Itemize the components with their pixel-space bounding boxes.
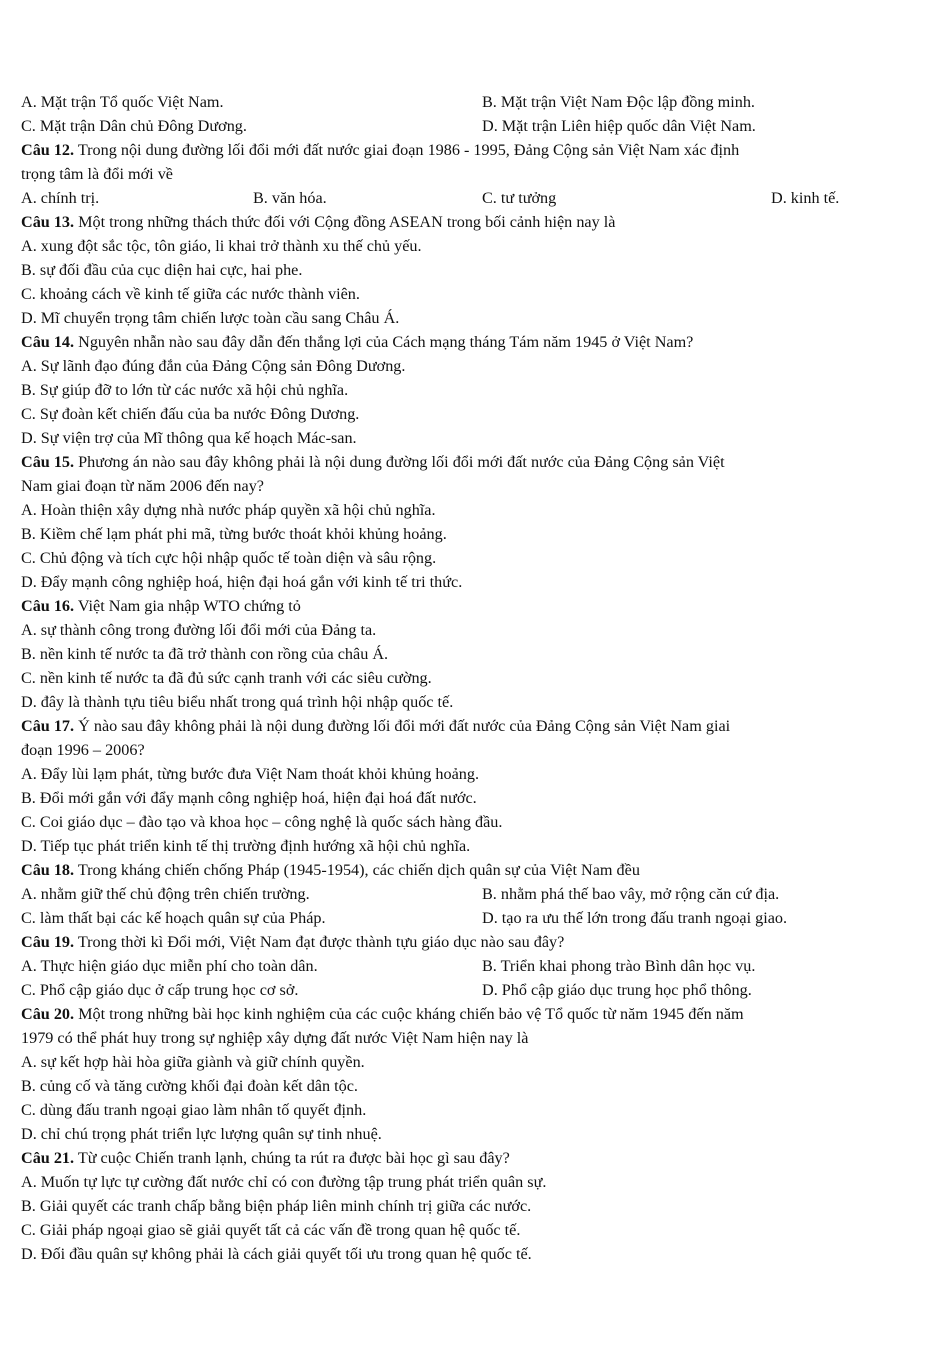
q16-option-b: B. nền kinh tế nước ta đã trở thành con rồng của châu Á. <box>21 645 389 663</box>
q12-number: Câu 12. <box>21 141 75 159</box>
q15-option-c: C. Chủ động và tích cực hội nhập quốc tế toàn diện và sâu rộng. <box>21 549 437 567</box>
q21-option-c: C. Giải pháp ngoại giao sẽ giải quyết tất cả các vấn đề trong quan hệ quốc tế. <box>21 1221 521 1239</box>
q16-option-a: A. sự thành công trong đường lối đổi mới của Đảng ta. <box>21 621 377 639</box>
q18-stem-text: Trong kháng chiến chống Pháp (1945-1954), các chiến dịch quân sự của Việt Nam đều <box>74 861 640 879</box>
q12-option-a: A. chính trị. <box>21 189 100 207</box>
q12-stem-text-2: trọng tâm là đổi mới về <box>21 165 173 183</box>
q11-options-row-1 <box>21 90 881 114</box>
q20-option-a: A. sự kết hợp hài hòa giữa giành và giữ chính quyền. <box>21 1053 365 1071</box>
q18-options-row-2 <box>21 906 881 930</box>
q18-option-c: C. làm thất bại các kế hoạch quân sự của Pháp. <box>21 909 326 927</box>
q11-option-a: A. Mặt trận Tổ quốc Việt Nam. <box>21 93 224 111</box>
q20-stem <box>21 1002 881 1026</box>
q11-option-d: D. Mặt trận Liên hiệp quốc dân Việt Nam. <box>482 117 756 135</box>
q21-option-a: A. Muốn tự lực tự cường đất nước chỉ có con đường tập trung phát triển quân sự. <box>21 1173 547 1191</box>
q19-stem <box>21 930 881 954</box>
q16-option-d: D. đây là thành tựu tiêu biểu nhất trong quá trình hội nhập quốc tế. <box>21 693 454 711</box>
q20-stem-text-1: Một trong những bài học kinh nghiệm của các cuộc kháng chiến bảo vệ Tổ quốc từ năm 1945 đến năm <box>74 1005 744 1023</box>
q15-stem-text-2: Nam giai đoạn từ năm 2006 đến nay? <box>21 477 264 495</box>
q17-number: Câu 17. <box>21 717 75 735</box>
q17-option-b: B. Đổi mới gắn với đẩy mạnh công nghiệp hoá, hiện đại hoá đất nước. <box>21 789 477 807</box>
exam-page <box>21 90 881 1266</box>
q19-option-a: A. Thực hiện giáo dục miễn phí cho toàn dân. <box>21 957 318 975</box>
q11-options-row-2 <box>21 114 881 138</box>
q20-number: Câu 20. <box>21 1005 75 1023</box>
q20-option-b: B. củng cố và tăng cường khối đại đoàn kết dân tộc. <box>21 1077 358 1095</box>
q16-option-c: C. nền kinh tế nước ta đã đủ sức cạnh tranh với các siêu cường. <box>21 669 432 687</box>
q12-option-c: C. tư tưởng <box>482 189 557 207</box>
q21-option-d: D. Đối đầu quân sự không phải là cách giải quyết tối ưu trong quan hệ quốc tế. <box>21 1245 532 1263</box>
q18-options-row-1 <box>21 882 881 906</box>
q15-option-d: D. Đẩy mạnh công nghiệp hoá, hiện đại hoá gắn với kinh tế tri thức. <box>21 573 463 591</box>
q11-option-b: B. Mặt trận Việt Nam Độc lập đồng minh. <box>482 93 755 111</box>
q19-number: Câu 19. <box>21 933 75 951</box>
q17-option-d: D. Tiếp tục phát triển kinh tế thị trường định hướng xã hội chủ nghĩa. <box>21 837 471 855</box>
q17-stem-text-2: đoạn 1996 – 2006? <box>21 741 145 759</box>
q16-number: Câu 16. <box>21 597 75 615</box>
q18-option-b: B. nhằm phá thế bao vây, mở rộng căn cứ địa. <box>482 885 780 903</box>
q14-option-d: D. Sự viện trợ của Mĩ thông qua kế hoạch Mác-san. <box>21 429 357 447</box>
q14-option-b: B. Sự giúp đỡ to lớn từ các nước xã hội chủ nghĩa. <box>21 381 349 399</box>
q19-stem-text: Trong thời kì Đổi mới, Việt Nam đạt được thành tựu giáo dục nào sau đây? <box>74 933 565 951</box>
q19-option-c: C. Phổ cập giáo dục ở cấp trung học cơ sở. <box>21 981 299 999</box>
q12-options-row <box>21 186 881 210</box>
q18-option-a: A. nhằm giữ thế chủ động trên chiến trường. <box>21 885 310 903</box>
q18-number: Câu 18. <box>21 861 75 879</box>
q14-stem <box>21 330 881 354</box>
q21-stem <box>21 1146 881 1170</box>
q19-options-row-1 <box>21 954 881 978</box>
q16-stem <box>21 594 881 618</box>
q14-option-c: C. Sự đoàn kết chiến đấu của ba nước Đông Dương. <box>21 405 360 423</box>
q17-stem <box>21 714 881 738</box>
q15-option-a: A. Hoàn thiện xây dựng nhà nước pháp quyền xã hội chủ nghĩa. <box>21 501 436 519</box>
q20-option-d: D. chỉ chú trọng phát triển lực lượng quân sự tinh nhuệ. <box>21 1125 382 1143</box>
q13-stem <box>21 210 881 234</box>
q15-option-b: B. Kiềm chế lạm phát phi mã, từng bước thoát khỏi khủng hoảng. <box>21 525 447 543</box>
q21-stem-text: Từ cuộc Chiến tranh lạnh, chúng ta rút ra được bài học gì sau đây? <box>74 1149 510 1167</box>
q18-option-d: D. tạo ra ưu thế lớn trong đấu tranh ngoại giao. <box>482 909 788 927</box>
q15-stem-text-1: Phương án nào sau đây không phải là nội dung đường lối đổi mới đất nước của Đảng Cộng sản Việt <box>74 453 725 471</box>
q21-number: Câu 21. <box>21 1149 75 1167</box>
q13-option-b: B. sự đối đầu của cục diện hai cực, hai phe. <box>21 261 303 279</box>
q13-stem-text: Một trong những thách thức đối với Cộng đồng ASEAN trong bối cảnh hiện nay là <box>74 213 616 231</box>
q20-option-c: C. dùng đấu tranh ngoại giao làm nhân tố quyết định. <box>21 1101 367 1119</box>
q13-option-a: A. xung đột sắc tộc, tôn giáo, li khai trở thành xu thế chủ yếu. <box>21 237 422 255</box>
q12-stem-text-1: Trong nội dung đường lối đổi mới đất nước giai đoạn 1986 - 1995, Đảng Cộng sản Việt Nam xác định <box>74 141 740 159</box>
q12-option-d: D. kinh tế. <box>771 189 840 207</box>
q18-stem <box>21 858 881 882</box>
q19-option-d: D. Phổ cập giáo dục trung học phổ thông. <box>482 981 752 999</box>
q20-stem-text-2: 1979 có thể phát huy trong sự nghiệp xây dựng đất nước Việt Nam hiện nay là <box>21 1029 529 1047</box>
q17-option-c: C. Coi giáo dục – đào tạo và khoa học – công nghệ là quốc sách hàng đầu. <box>21 813 503 831</box>
q17-stem-text-1: Ý nào sau đây không phải là nội dung đường lối đổi mới đất nước của Đảng Cộng sản Việt Nam giai <box>74 717 731 735</box>
q12-option-b: B. văn hóa. <box>253 189 327 207</box>
q13-option-d: D. Mĩ chuyển trọng tâm chiến lược toàn cầu sang Châu Á. <box>21 309 400 327</box>
q15-stem <box>21 450 881 474</box>
q17-option-a: A. Đẩy lùi lạm phát, từng bước đưa Việt Nam thoát khỏi khủng hoảng. <box>21 765 480 783</box>
q14-option-a: A. Sự lãnh đạo đúng đắn của Đảng Cộng sản Đông Dương. <box>21 357 406 375</box>
q13-number: Câu 13. <box>21 213 75 231</box>
q14-stem-text: Nguyên nhẫn nào sau đây dẫn đến thắng lợi của Cách mạng tháng Tám năm 1945 ở Việt Nam? <box>74 333 694 351</box>
q19-option-b: B. Triển khai phong trào Bình dân học vụ. <box>482 957 756 975</box>
q19-options-row-2 <box>21 978 881 1002</box>
q16-stem-text: Việt Nam gia nhập WTO chứng tỏ <box>74 597 301 615</box>
q13-option-c: C. khoảng cách về kinh tế giữa các nước thành viên. <box>21 285 360 303</box>
q14-number: Câu 14. <box>21 333 75 351</box>
q11-option-c: C. Mặt trận Dân chủ Đông Dương. <box>21 117 247 135</box>
q21-option-b: B. Giải quyết các tranh chấp bằng biện pháp liên minh chính trị giữa các nước. <box>21 1197 532 1215</box>
q15-number: Câu 15. <box>21 453 75 471</box>
q12-stem <box>21 138 881 162</box>
